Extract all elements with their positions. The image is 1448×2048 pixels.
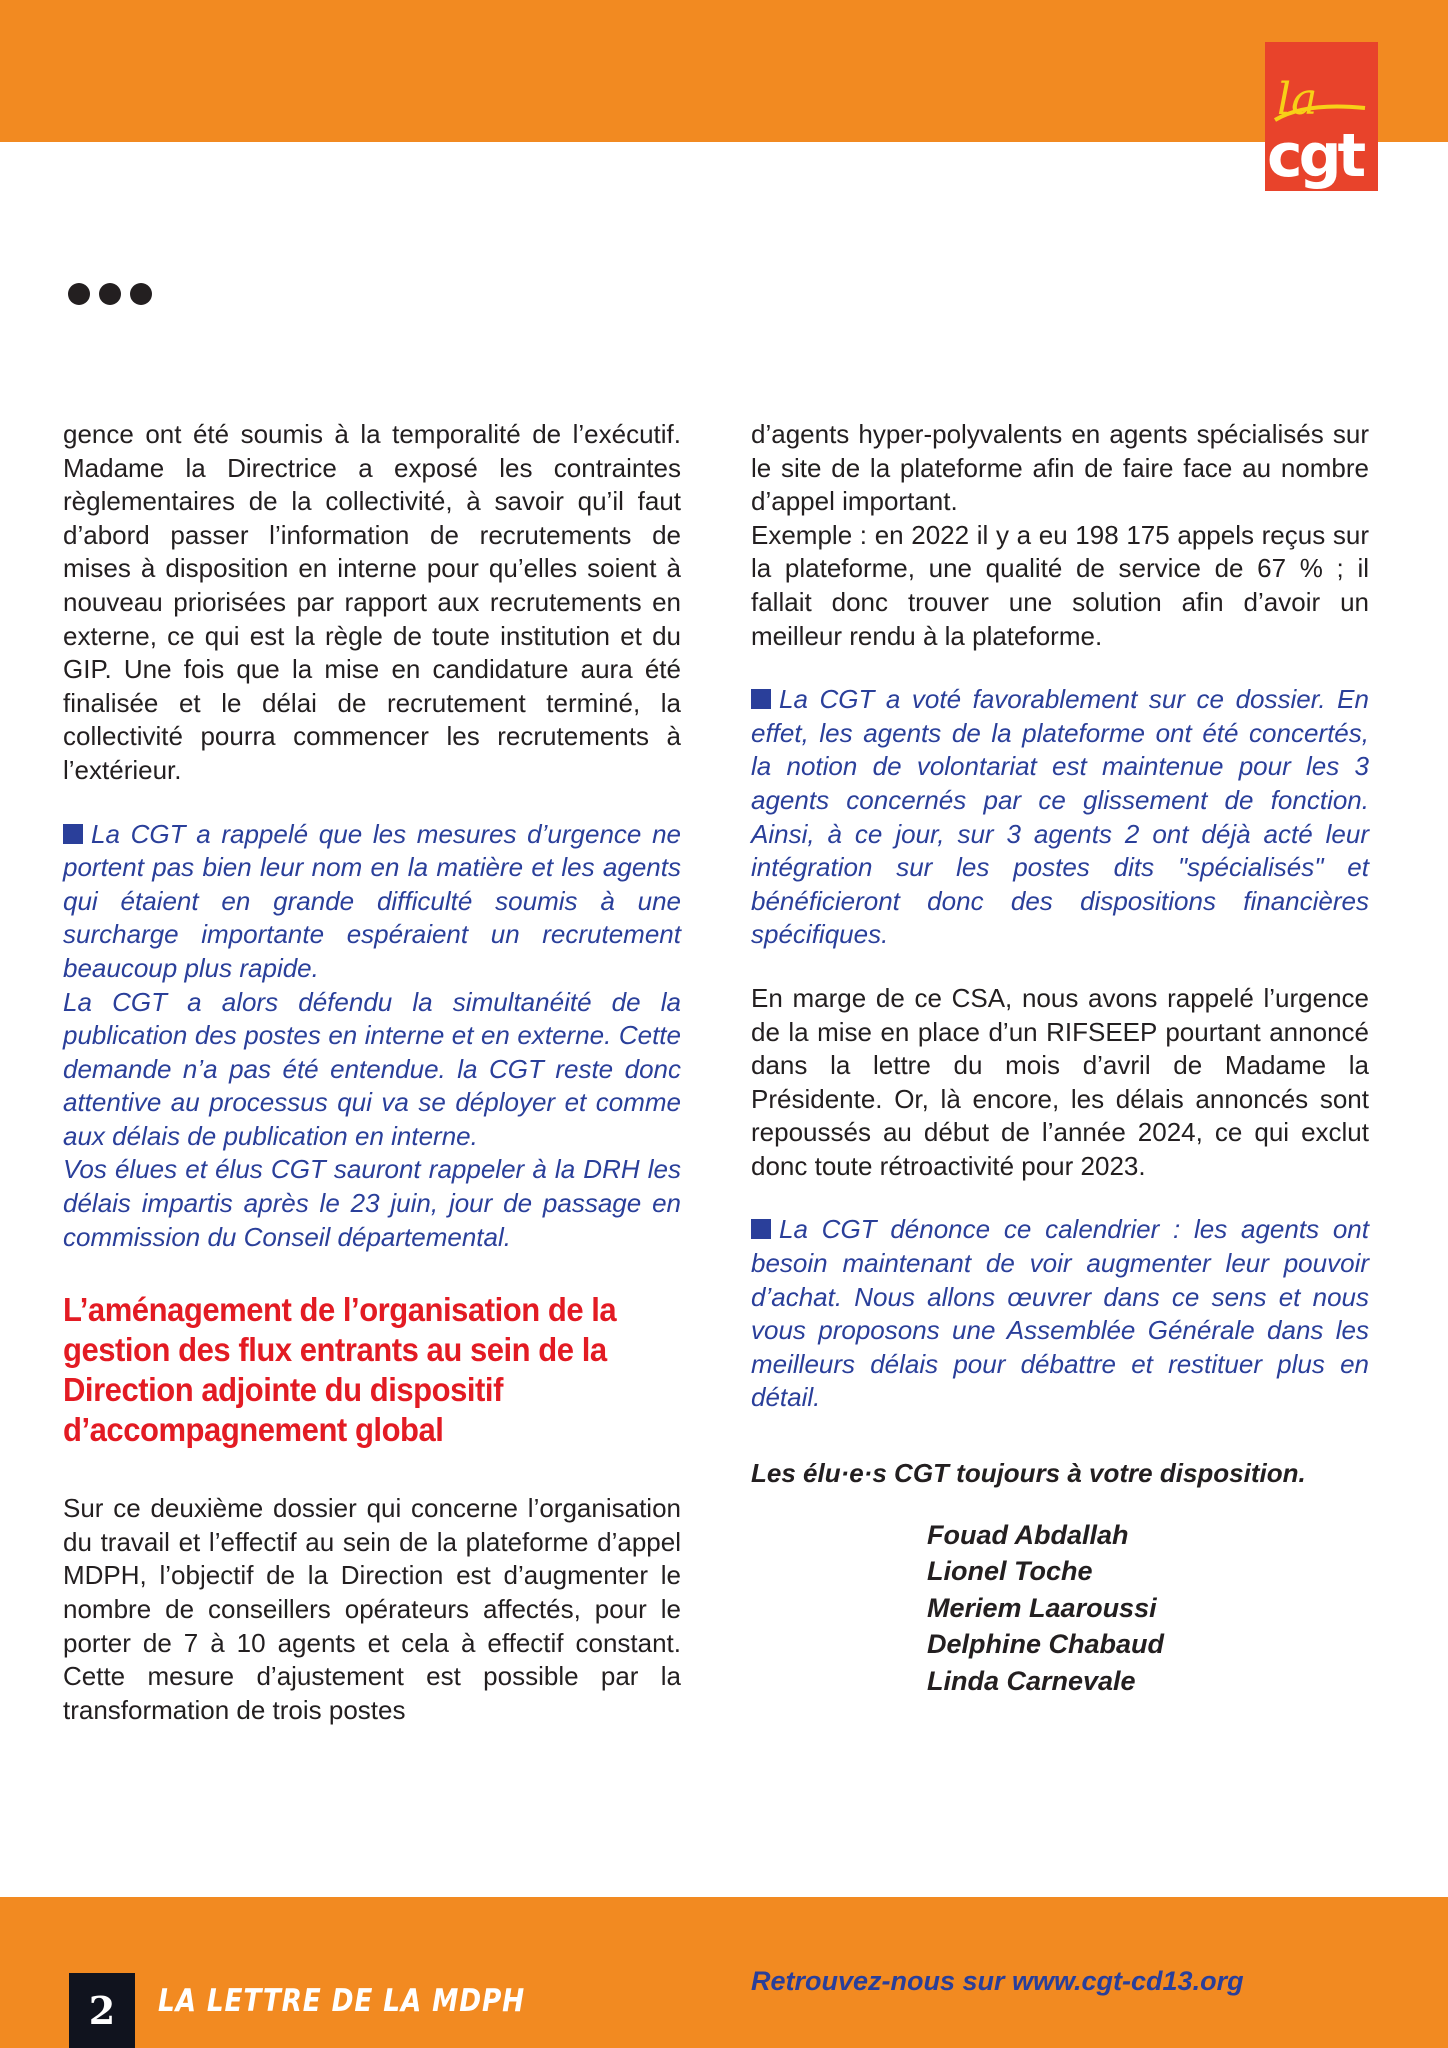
right-column xyxy=(751,418,1369,1699)
cgt-statement-text: La CGT dénonce ce calendrier : les agents ont besoin maintenant de voir augmenter leur pouvoir d’achat. Nous allons œuvrer dans ce sens et nous vous proposons une Assemblée Générale dans les meilleurs délais pour débattre et restituer plus en détail. xyxy=(751,1214,1369,1413)
signatory-name: Lionel Toche xyxy=(927,1556,1093,1587)
dot-icon xyxy=(99,283,121,305)
left-paragraph-2: Sur ce deuxième dossier qui concerne l’organisation du travail et l’effectif au sein de la plateforme d’appel MDPH, l’objectif de la Direction est d’augmenter le nombre de conseillers opérateurs affectés, pour le porter de 7 à 10 agents et cela à effectif constant. Cette mesure d’ajustement est possible par la transformation de trois postes xyxy=(63,1493,681,1725)
left-paragraph-1: gence ont été soumis à la temporalité de l’exécutif. Madame la Directrice a exposé les contraintes règlementaires de la collectivité, à savoir qu’il faut d’abord passer l’information de recrutements de mises à disposition en interne pour qu’elles soient à nouveau priorisées par rapport aux recrutements en externe, ce qui est la règle de toute institution et du GIP. Une fois que la mise en candidature aura été finalisée et le délai de recrutement terminé, la collectivité pourra commencer les recrutements à l’extérieur. xyxy=(63,419,681,785)
cgt-statement-text: La CGT a voté favorablement sur ce dossier. En effet, les agents de la plateforme ont été concertés, la notion de volontariat est maintenue pour les 3 agents concernés par ce glissement de fonction. Ainsi, à ce jour, sur 3 agents 2 ont déjà acté leur intégration sur les postes dits "spécialisés" et bénéficieront donc des dispositions financières spécifiques. xyxy=(751,684,1369,950)
square-bullet-icon xyxy=(63,824,83,844)
publication-title: LA LETTRE DE LA MDPH xyxy=(158,1983,526,2019)
header-band xyxy=(0,0,1448,142)
page-number: 2 xyxy=(69,1973,135,2048)
website-link[interactable]: Retrouvez-nous sur www.cgt-cd13.org xyxy=(751,1966,1244,1996)
logo-main-text: cgt xyxy=(1267,121,1363,191)
left-column xyxy=(63,418,681,1727)
signatory-name: Linda Carnevale xyxy=(927,1665,1136,1696)
logo-script-text: la xyxy=(1277,74,1318,125)
right-paragraph-1: d’agents hyper-polyvalents en agents spécialisés sur le site de la plateforme afin de faire face au nombre d’appel important. xyxy=(751,419,1369,517)
section-heading: L’aménagement de l’organisation de la gestion des flux entrants au sein de la Direction adjointe du dispositif d’accompagnement global xyxy=(63,1291,617,1449)
square-bullet-icon xyxy=(751,1219,771,1239)
cgt-statement-text: La CGT a rappelé que les mesures d’urgence ne portent pas bien leur nom en la matière et les agents qui étaient en grande difficulté soumis à une surcharge importante espéraient un recrutement beaucoup plus rapide. xyxy=(63,818,681,983)
square-bullet-icon xyxy=(751,689,771,709)
cgt-statement xyxy=(63,818,681,986)
ellipsis-dots xyxy=(68,283,152,307)
cgt-statement xyxy=(751,1213,1369,1415)
signature-line: Les élu·e·s CGT toujours à votre disposition. xyxy=(751,1458,1306,1489)
cgt-logo xyxy=(1265,42,1378,191)
signatory-name: Fouad Abdallah xyxy=(927,1519,1129,1550)
cgt-statement xyxy=(751,683,1369,952)
signatory-list xyxy=(927,1517,1369,1700)
right-paragraph-3: En marge de ce CSA, nous avons rappelé l’urgence de la mise en place d’un RIFSEEP pourtant annoncé dans la lettre du mois d’avril de Madame la Présidente. Or, là encore, les délais annoncés sont repoussés au début de l’année 2024, ce qui exclut donc toute rétroactivité pour 2023. xyxy=(751,982,1369,1181)
right-paragraph-2: Exemple : en 2022 il y a eu 198 175 appels reçus sur la plateforme, une qualité de service de 67 % ; il fallait donc trouver une solution afin d’avoir un meilleur rendu à la plateforme. xyxy=(751,519,1369,651)
cgt-statement-continued: La CGT a alors défendu la simultanéité de la publication des postes en interne et en externe. Cette demande n’a pas été entendue. la CGT reste donc attentive au processus qui va se déployer et comme aux délais de publication en interne. xyxy=(63,986,681,1151)
signatory-name: Meriem Laaroussi xyxy=(927,1592,1157,1623)
cgt-statement-continued: Vos élues et élus CGT sauront rappeler à la DRH les délais impartis après le 23 juin, jour de passage en commission du Conseil départemental. xyxy=(63,1154,681,1252)
dot-icon xyxy=(130,283,152,305)
dot-icon xyxy=(68,283,90,305)
signatory-name: Delphine Chabaud xyxy=(927,1629,1165,1660)
